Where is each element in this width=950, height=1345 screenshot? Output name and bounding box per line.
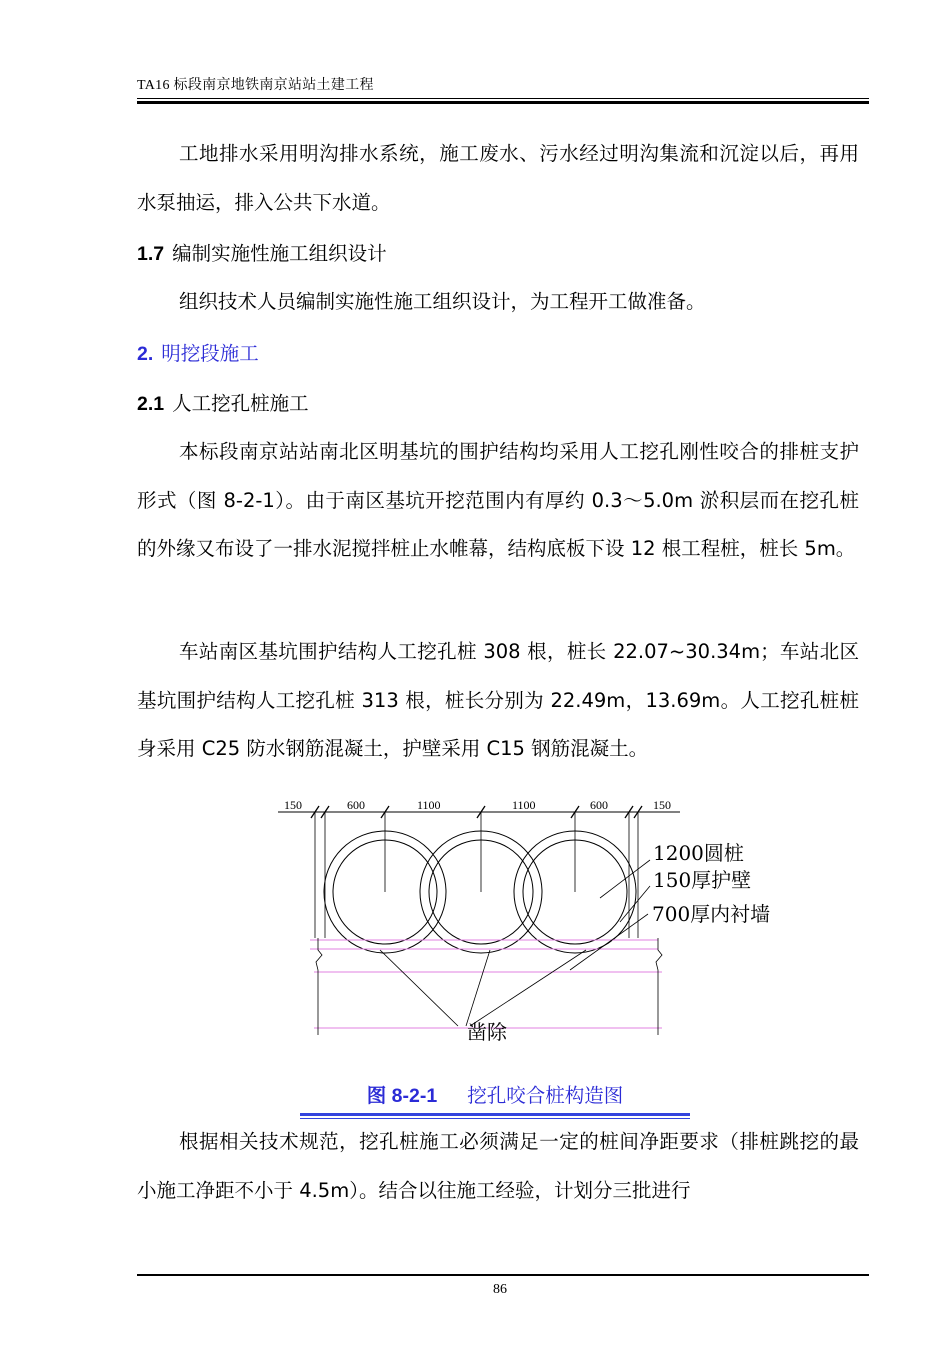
heading-2: [137, 341, 259, 367]
heading-text: 明挖段施工: [161, 342, 259, 365]
paragraph-organization: 组织技术人员编制实施性施工组织设计，为工程开工做准备。: [179, 290, 706, 313]
dim-label: 1100: [512, 798, 536, 812]
header-title: TA16 标段南京地铁南京站站土建工程: [137, 78, 374, 93]
paragraph-pile-form: 本标段南京站站南北区明基坑的围护结构均采用人工挖孔刚性咬合的排桩支护形式（图 8-2-1）。由于南区基坑开挖范围内有厚约 0.3～5.0m 淤积层而在挖孔桩的外缘又布设了一排水泥搅拌桩止水帷幕，结构底板下设 12 根工程桩，桩长 5m。: [137, 440, 859, 560]
heading-text: 编制实施性施工组织设计: [172, 242, 387, 265]
label-remove: 凿除: [467, 1020, 507, 1044]
dim-label: 600: [590, 798, 608, 812]
figure-caption: [300, 1080, 690, 1108]
dim-label: 600: [347, 798, 365, 812]
page-number: 86: [493, 1282, 507, 1297]
heading-text: 人工挖孔桩施工: [172, 392, 309, 415]
dim-label: 1100: [417, 798, 441, 812]
paragraph-spacing: 根据相关技术规范，挖孔桩施工必须满足一定的桩间净距要求（排桩跳挖的最小施工净距不小于 4.5m）。结合以往施工经验，计划分三批进行: [137, 1130, 859, 1202]
leader-line: [600, 860, 650, 898]
dim-label: 150: [284, 798, 302, 812]
caption-number: 图 8-2-1: [366, 1085, 438, 1107]
leader-line: [380, 950, 458, 1026]
header-rule: [137, 98, 869, 99]
heading-1-7: [137, 241, 387, 267]
caption-underline: [300, 1113, 690, 1116]
pile-structure-figure: [270, 790, 810, 1055]
paragraph-drainage: 工地排水采用明沟排水系统，施工废水、污水经过明沟集流和沉淀以后，再用水泵抽运，排入公共下水道。: [137, 142, 859, 214]
dim-label: 150: [653, 798, 671, 812]
leader-line: [470, 950, 586, 1026]
footer-rule: [137, 1274, 869, 1276]
paragraph-pile-count: 车站南区基坑围护结构人工挖孔桩 308 根，桩长 22.07~30.34m；车站北区基坑围护结构人工挖孔桩 313 根，桩长分别为 22.49m，13.69m。人工挖孔桩桩身采用 C25 防水钢筋混凝土，护壁采用 C15 钢筋混凝土。: [137, 640, 859, 760]
label-pile: 1200圆桩: [653, 841, 744, 865]
break-line-right: [656, 938, 662, 1035]
leader-line: [620, 886, 650, 922]
label-wall: 150厚护壁: [653, 868, 752, 892]
heading-number: 1.7: [137, 243, 165, 265]
heading-number: 2.: [137, 343, 154, 365]
heading-2-1: [137, 391, 309, 417]
leader-line: [570, 914, 648, 970]
heading-number: 2.1: [137, 393, 165, 415]
break-line-left: [316, 938, 322, 1035]
leader-line: [466, 950, 490, 1026]
label-lining: 700厚内衬墙: [652, 902, 771, 926]
header-rule-thick: [137, 101, 869, 104]
caption-text: 挖孔咬合桩构造图: [467, 1084, 624, 1107]
